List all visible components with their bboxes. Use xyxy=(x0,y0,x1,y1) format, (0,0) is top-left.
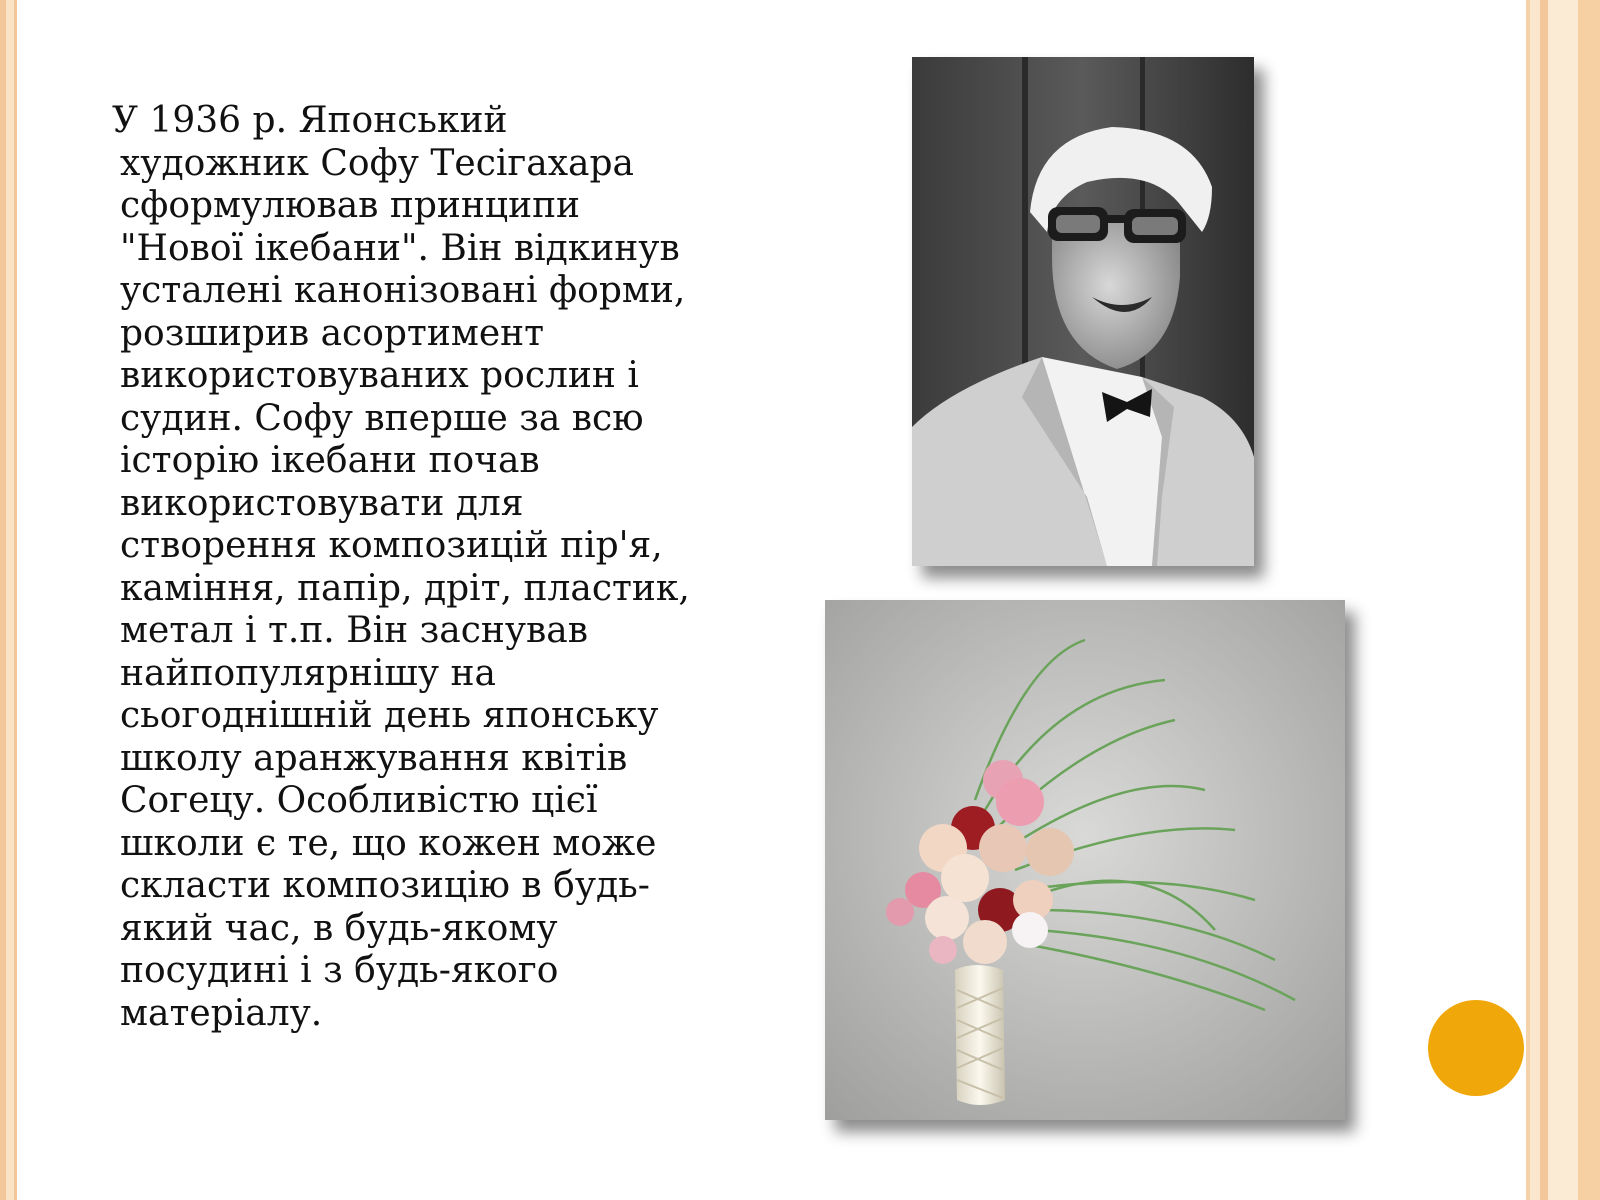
right-border-stripe-wide xyxy=(1548,0,1578,1200)
accent-circle xyxy=(1428,1000,1524,1096)
right-border-stripe-outer xyxy=(1578,0,1600,1200)
right-border-stripe xyxy=(1540,0,1548,1200)
portrait-photo xyxy=(912,57,1254,566)
right-border-stripe-light xyxy=(1530,0,1540,1200)
ikebana-photo xyxy=(825,600,1345,1120)
left-border-stripe-inner xyxy=(14,0,17,1200)
slide-body-text: У 1936 р. Японський художник Софу Тесігахара сформулював принципи "Нової ікебани". Він відкинув усталені канонізовані форми, розширив асортимент використовуваних рослин і судин. Софу вперше за всю історію ікебани почав використовувати для створення композицій пір'я, каміння, папір, дріт, пластик, метал і т.п. Він заснував найпопулярнішу на сьогоднішній день японську школу аранжування квітів Согецу. Особливістю цієї школи є те, що кожен може скласти композицію в будь- який час, в будь-якому посудині і з будь-якого матеріалу. xyxy=(112,100,690,1034)
left-border-stripe-light xyxy=(6,0,14,1200)
